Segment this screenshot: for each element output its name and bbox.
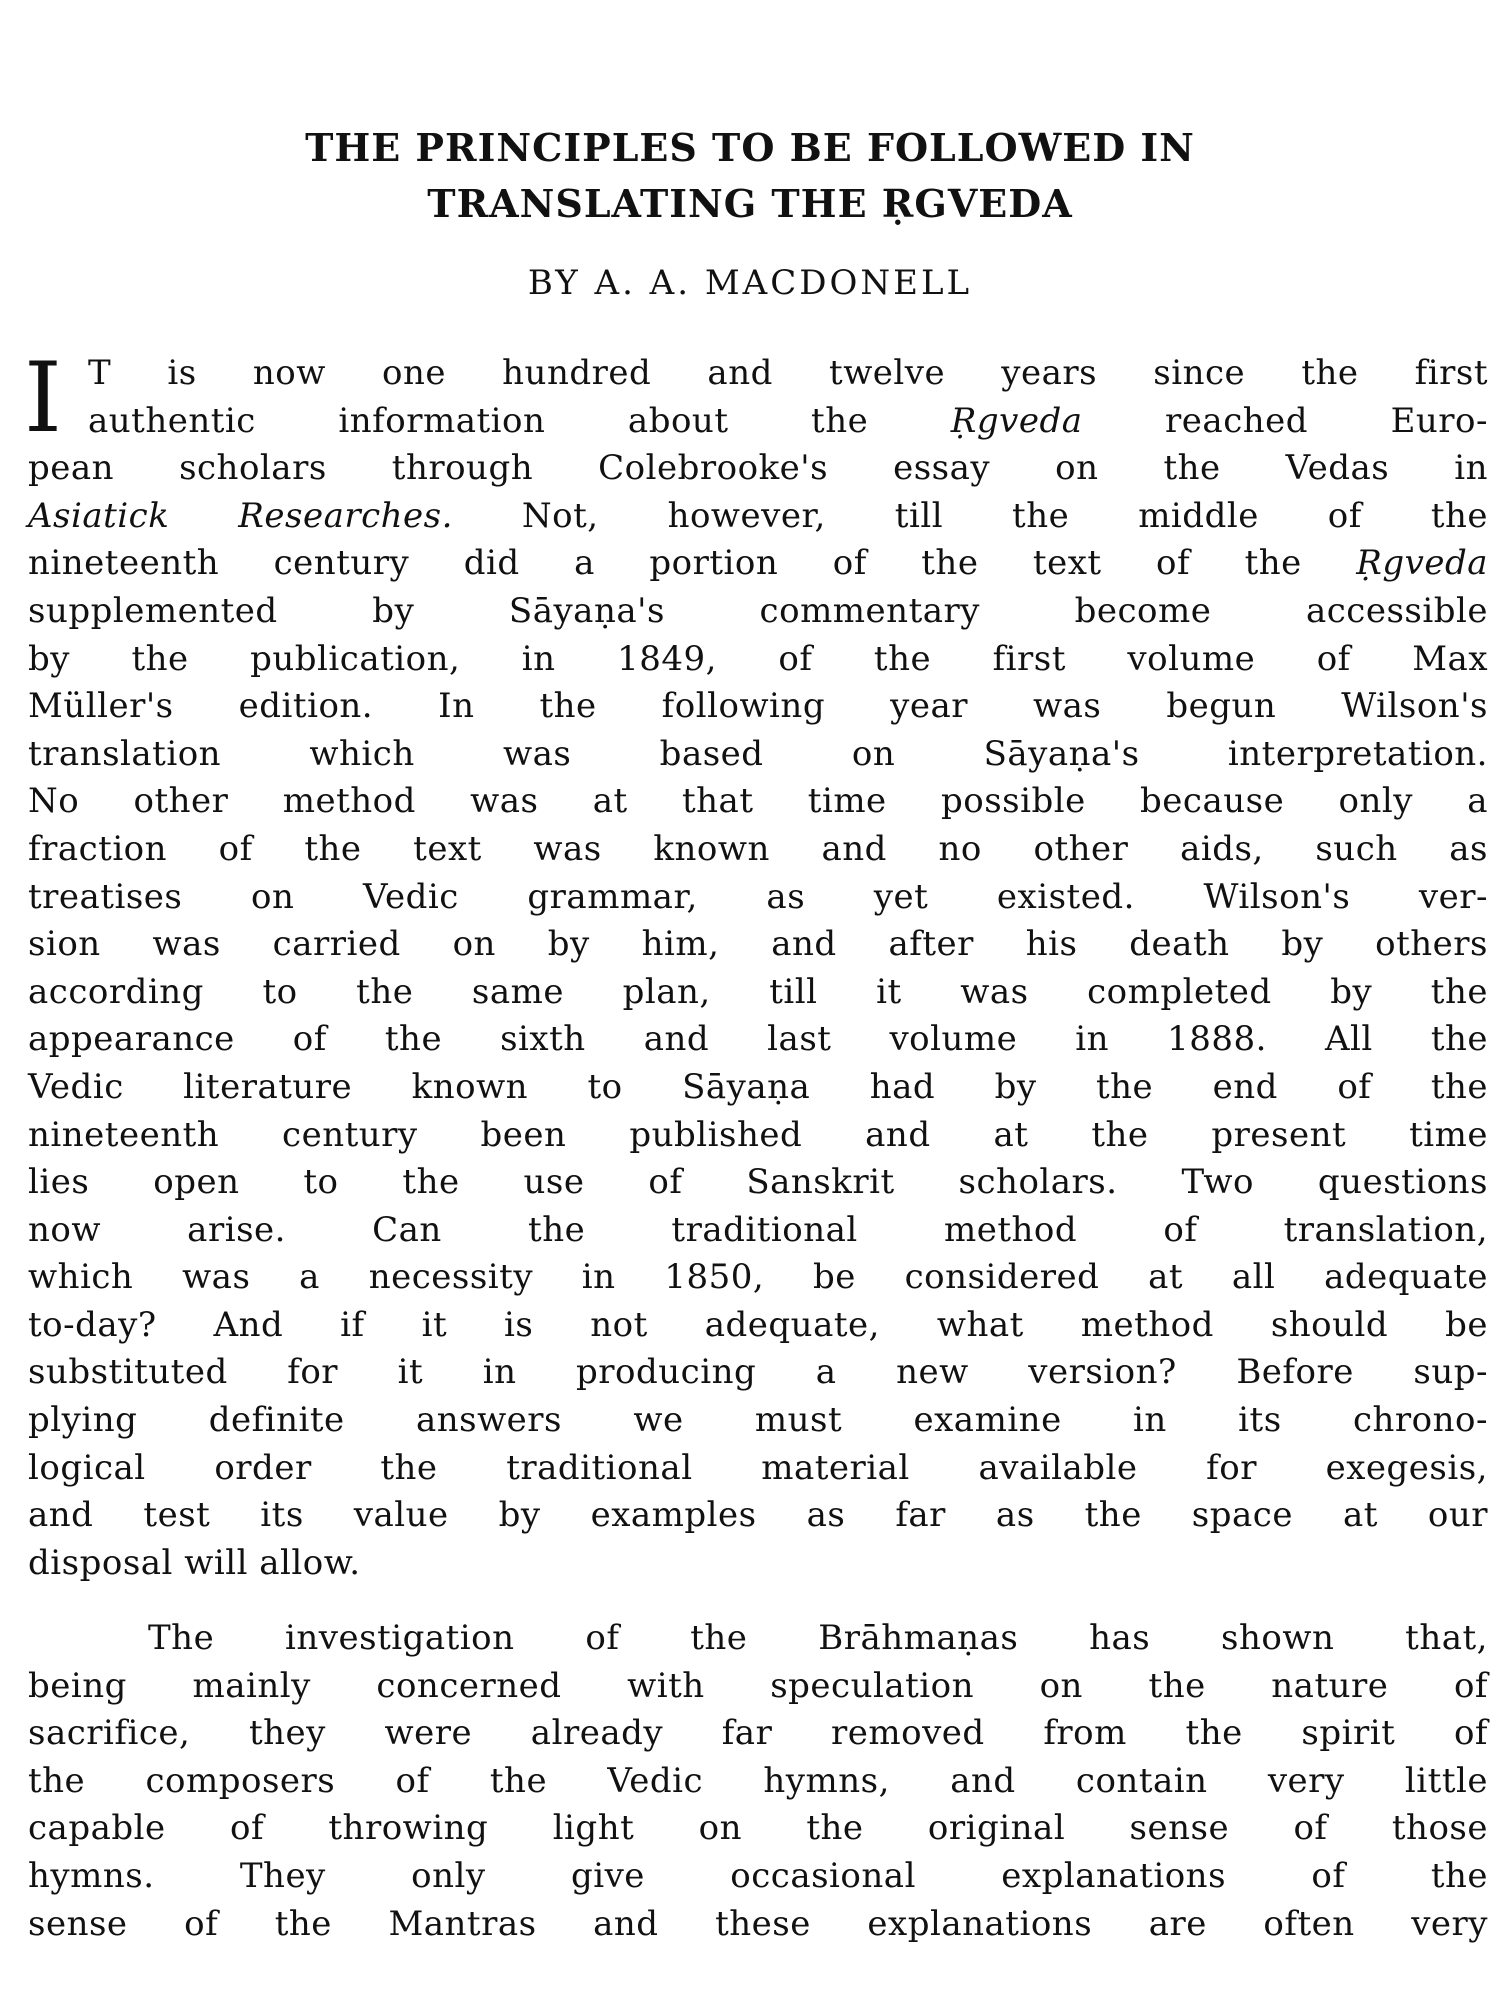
text-line: Müller's edition. In the following year was begun Wilson's [28,686,1488,727]
text-line: supplemented by Sāyaṇa's commentary become accessible [28,590,1488,631]
text-line: by the publication, in 1849, of the first volume of Max [28,638,1488,679]
text-line: capable of throwing light on the original sense of those [28,1808,1488,1849]
text-line: sion was carried on by him, and after his death by others [28,924,1488,965]
text-line: nineteenth century been published and at the present time [28,1114,1488,1155]
paragraph-2 [28,1615,1488,1948]
text-segment: nineteenth century did a portion of the text of the [28,543,1357,584]
text-line: and test its value by examples as far as the space at our [28,1495,1488,1536]
text-line: sense of the Mantras and these explanations are often very [28,1903,1488,1944]
text-line: appearance of the sixth and last volume in 1888. All the [28,1019,1488,1060]
text-line: according to the same plan, till it was completed by the [28,971,1488,1012]
paragraph-1 [24,342,1489,1587]
text-line: the composers of the Vedic hymns, and contain very little [28,1760,1488,1801]
text-segment: Not, however, till the middle of the [452,495,1489,536]
italic-title: Ṛgveda [950,400,1083,441]
text-line: The investigation of the Brāhmaṇas has shown that, [148,1618,1488,1658]
italic-title: Ṛgveda [1356,543,1488,584]
text-line: pean scholars through Colebrooke's essay on the Vedas in [28,448,1488,489]
text-line: disposal will allow. [28,1542,361,1583]
text-line: substituted for it in producing a new version? Before sup- [28,1352,1488,1393]
text-segment: reached Euro- [1082,400,1488,441]
text-line: plying definite answers we must examine in its chrono- [28,1400,1488,1441]
text-line: sacrifice, they were already far removed from the spirit of [28,1713,1488,1754]
text-line: T is now one hundred and twelve years since the first [88,353,1488,393]
text-line: treatises on Vedic grammar, as yet existed. Wilson's ver- [28,876,1488,917]
text-line: Vedic literature known to Sāyaṇa had by the end of the [28,1066,1488,1107]
drop-cap: I [24,342,63,454]
text-line: hymns. They only give occasional explanations of the [28,1855,1488,1896]
text-segment: authentic information about the [88,400,951,441]
text-line: to-day? And if it is not adequate, what method should be [28,1304,1488,1345]
text-line [28,540,1488,588]
article-byline: BY A. A. MACDONELL [527,263,973,303]
text-line: lies open to the use of Sanskrit scholars. Two questions [28,1162,1488,1203]
text-line: translation which was based on Sāyaṇa's interpretation. [28,733,1488,774]
text-line: logical order the traditional material available for exegesis, [28,1447,1488,1488]
text-line: which was a necessity in 1850, be considered at all adequate [28,1257,1488,1298]
text-line: being mainly concerned with speculation on the nature of [28,1665,1488,1706]
text-line [28,398,1488,446]
text-line: No other method was at that time possible because only a [28,781,1488,822]
article-title-line-1: THE PRINCIPLES TO BE FOLLOWED IN [305,125,1195,170]
text-line: now arise. Can the traditional method of translation, [28,1209,1488,1250]
text-line [28,493,1488,541]
italic-title: Asiatick Researches. [28,495,453,536]
text-line: fraction of the text was known and no other aids, such as [28,828,1488,869]
article-title-line-2: TRANSLATING THE ṚGVEDA [427,181,1073,226]
